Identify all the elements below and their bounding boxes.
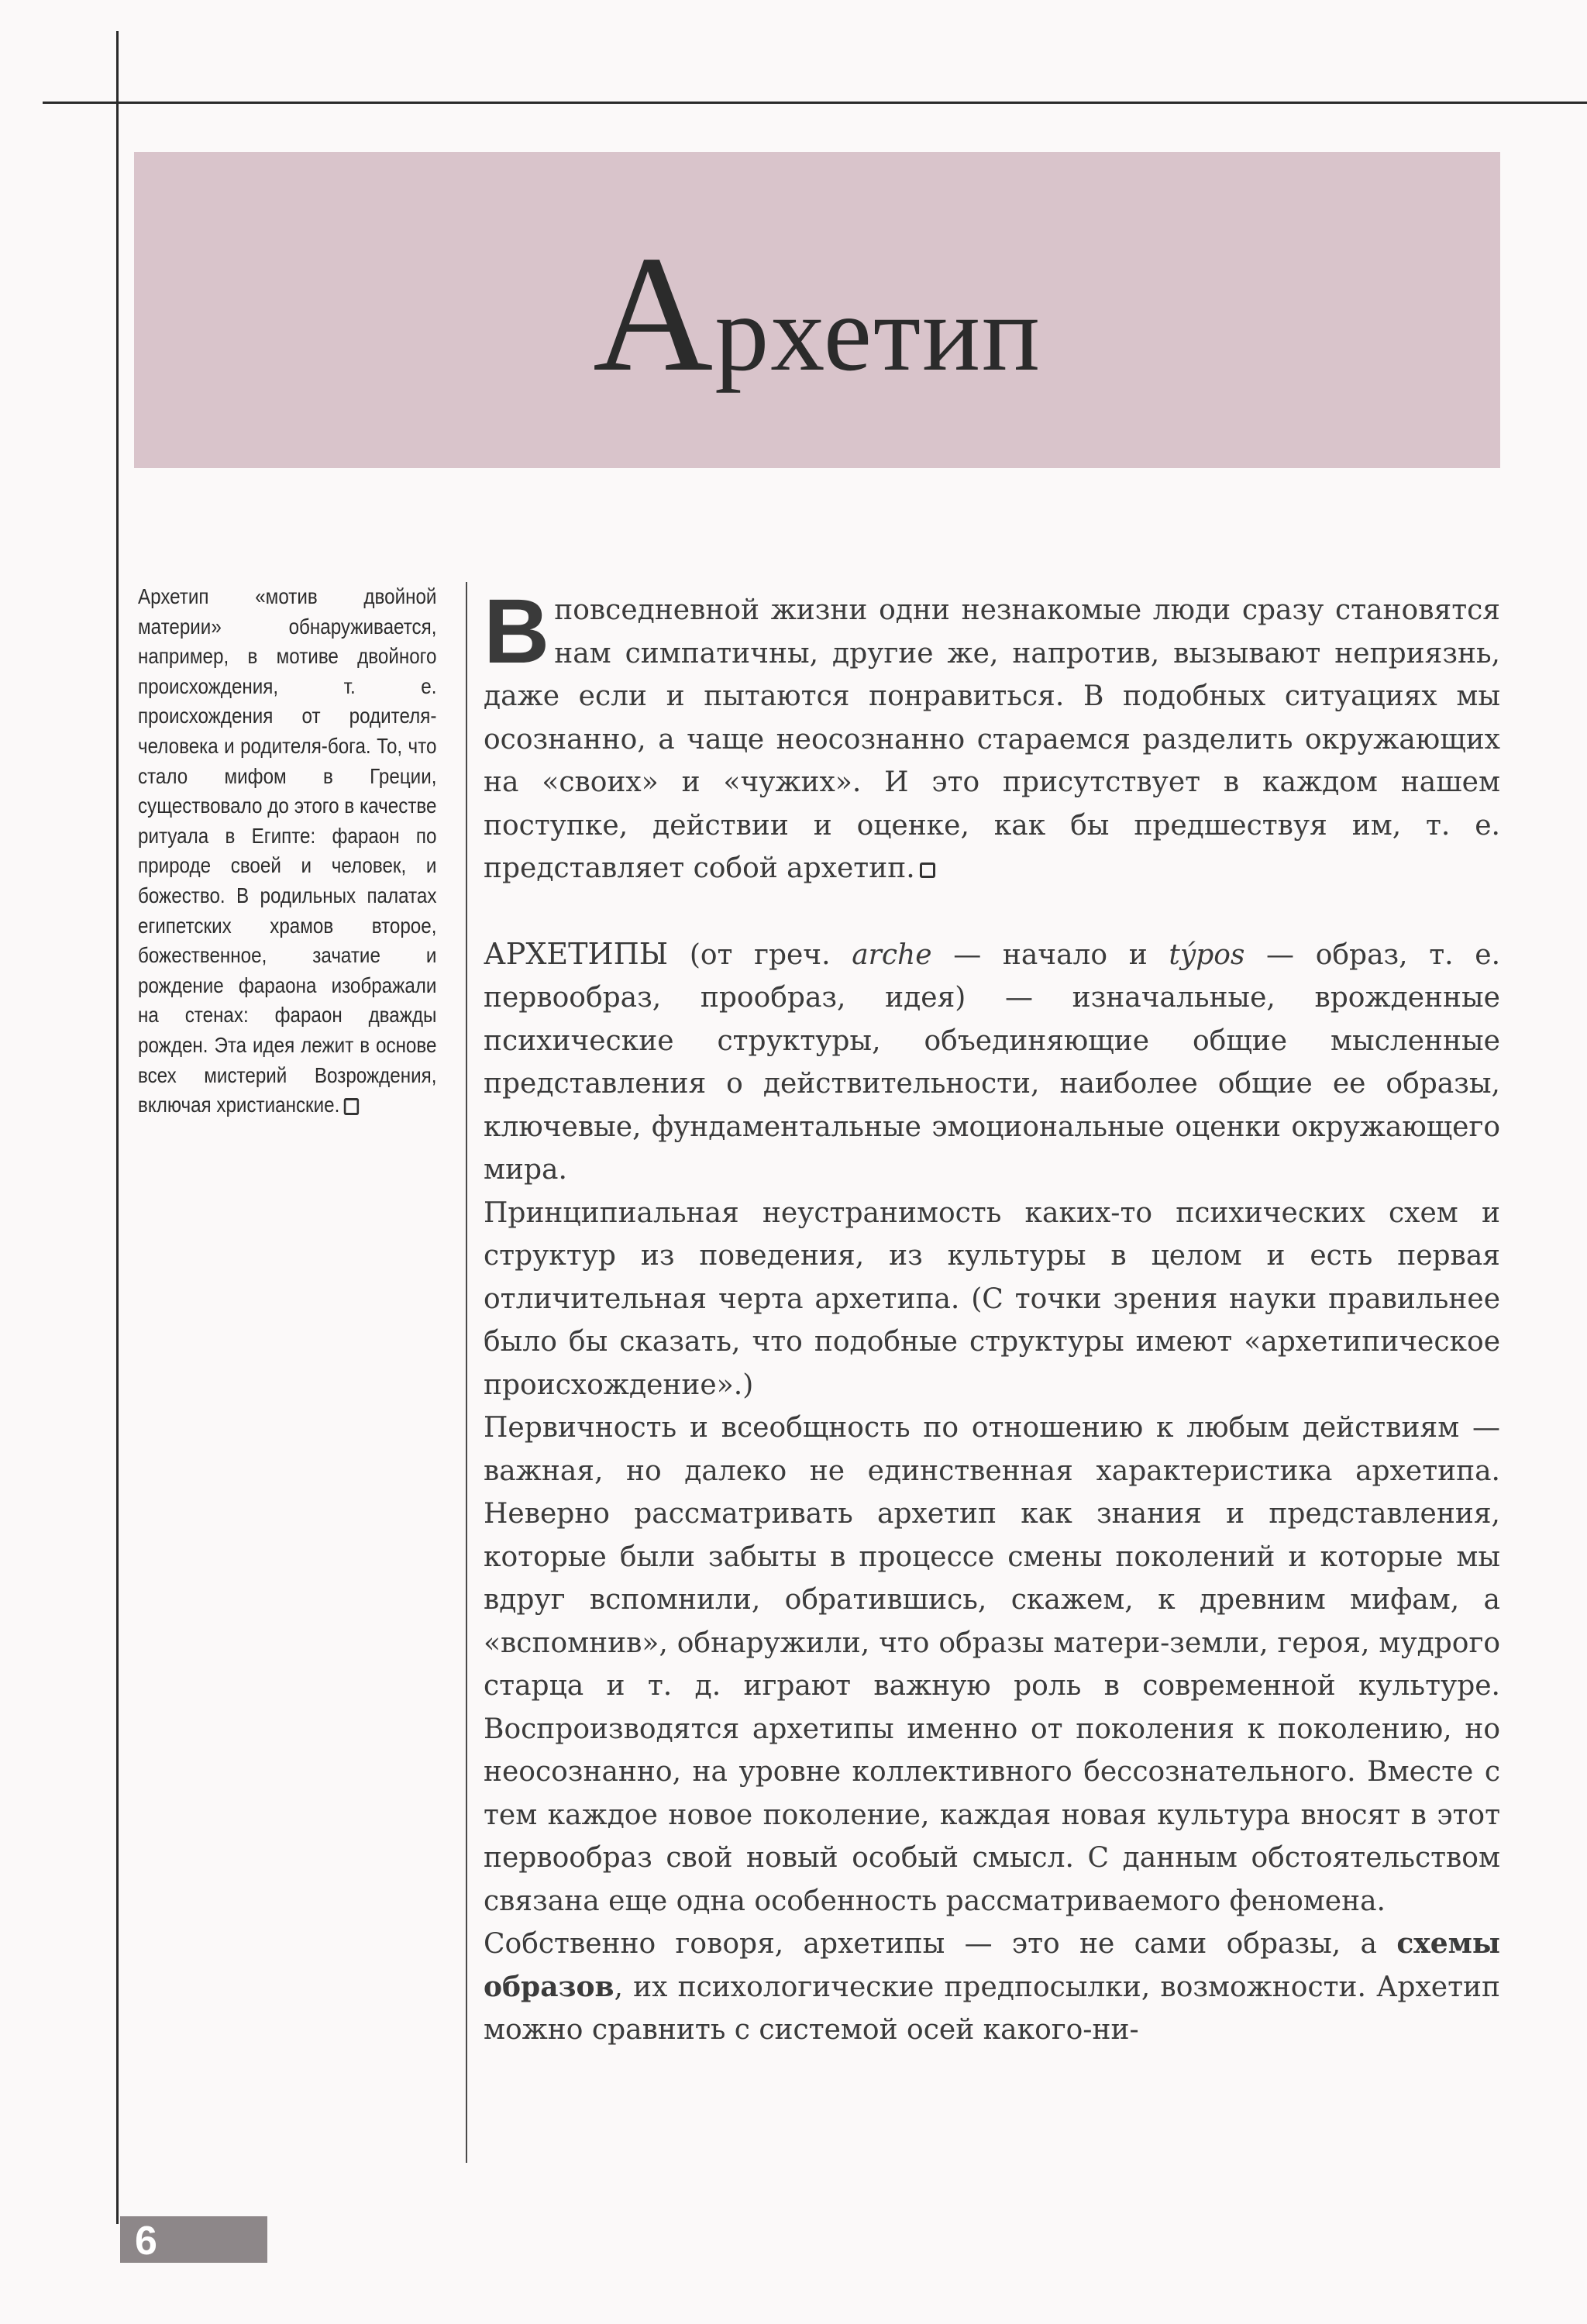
definition-term: АРХЕТИПЫ: [484, 936, 669, 971]
main-text: [484, 580, 1501, 2052]
paragraph-4-a: Собственно говоря, архетипы — это не сами образы, а: [484, 1928, 1377, 1960]
definition-text-a: (от греч.: [689, 938, 831, 971]
drop-cap: В: [484, 580, 550, 683]
title-rest: рхетип: [714, 274, 1041, 394]
sidebar-text: Архетип «мотив двойной материи» обнаруживается, например, в мотиве двойного происхождения, т. е. происхождения от родителя-человека и родителя-бога. То, что стало мифом в Греции, существовало до этого в качестве ритуала в Египте: фараон по природе своей и человек, и божество. В родильных палатах египетских храмов второе, божественное, зачатие и рождение фараона изображали на стенах: фараон дважды рожден. Эта идея лежит в основе всех мистерий Возрождения, включая христианские.: [138, 584, 437, 1117]
end-mark-icon: [920, 862, 935, 878]
greek-word-typos: týpos: [1169, 938, 1245, 971]
paragraph-2: Принципиальная неустранимость каких-то психических схем и структур из поведения, из культуры в целом и есть первая отличительная черта архетипа. (С точки зрения науки правильнее было бы сказать, что подобные структуры имеют «архетипическое происхождение».): [484, 1196, 1500, 1401]
horizontal-rule: [43, 102, 1587, 104]
title-band: [134, 152, 1500, 468]
paragraph-4-b: , их психологические предпосылки, возможности. Архетип можно сравнить с системой осей какого-ни-: [484, 1971, 1500, 2046]
title-initial: А: [593, 221, 715, 406]
paragraph-4-bold: схемы образов: [484, 1927, 1500, 2003]
greek-word-arche: arche: [852, 938, 932, 971]
column-divider: [466, 582, 467, 2163]
paragraph-4: [484, 1923, 1500, 2052]
sidebar-note: [138, 582, 436, 1121]
end-mark-icon: [344, 1098, 359, 1115]
page-title: [593, 218, 1041, 410]
definition-text-b: — начало и: [953, 938, 1148, 971]
intro-text: повседневной жизни одни незнакомые люди сразу становятся нам симпатичны, другие же, напротив, вызывают неприязнь, даже если и пытаются понравиться. В подобных ситуациях мы осознанно, а чаще неосознанно стараемся разделить окружающих на «своих» и «чужих». И это присутствует в каждом нашем поступке, действии и оценке, как бы предшествуя им, т. е. представляет собой архетип.: [484, 594, 1500, 884]
definition-paragraph: [484, 933, 1500, 1192]
intro-paragraph: [484, 580, 1500, 890]
page-number: 6: [135, 2219, 157, 2264]
paragraph-3: Первичность и всеобщность по отношению к любым действиям — важная, но далеко не единственная характеристика архетипа. Неверно рассматривать архетип как знания и представления, которые были забыты в процессе смены поколений и которые мы вдруг вспомнили, обратившись, скажем, к древним мифам, а «вспомнив», обнаружили, что образы матери-земли, героя, мудрого старца и т. д. играют важную роль в современной культуре. Воспроизводятся архетипы именно от поколения к поколению, но неосознанно, на уровне коллективного бессознательного. Вместе с тем каждое новое поколение, каждая новая культура вносят в этот первообраз свой новый особый смысл. С данным обстоятельством связана еще одна особенность рассматриваемого феномена.: [484, 1412, 1500, 1917]
definition-text-c: — образ, т. е. первообраз, прообраз, идея) — изначальные, врожденные психические структуры, объединяющие общие мысленные представления о действительности, наиболее общие ее образы, ключевые, фундаментальные эмоциональные оценки окружающего мира.: [484, 938, 1501, 1186]
vertical-rule: [116, 31, 119, 2224]
